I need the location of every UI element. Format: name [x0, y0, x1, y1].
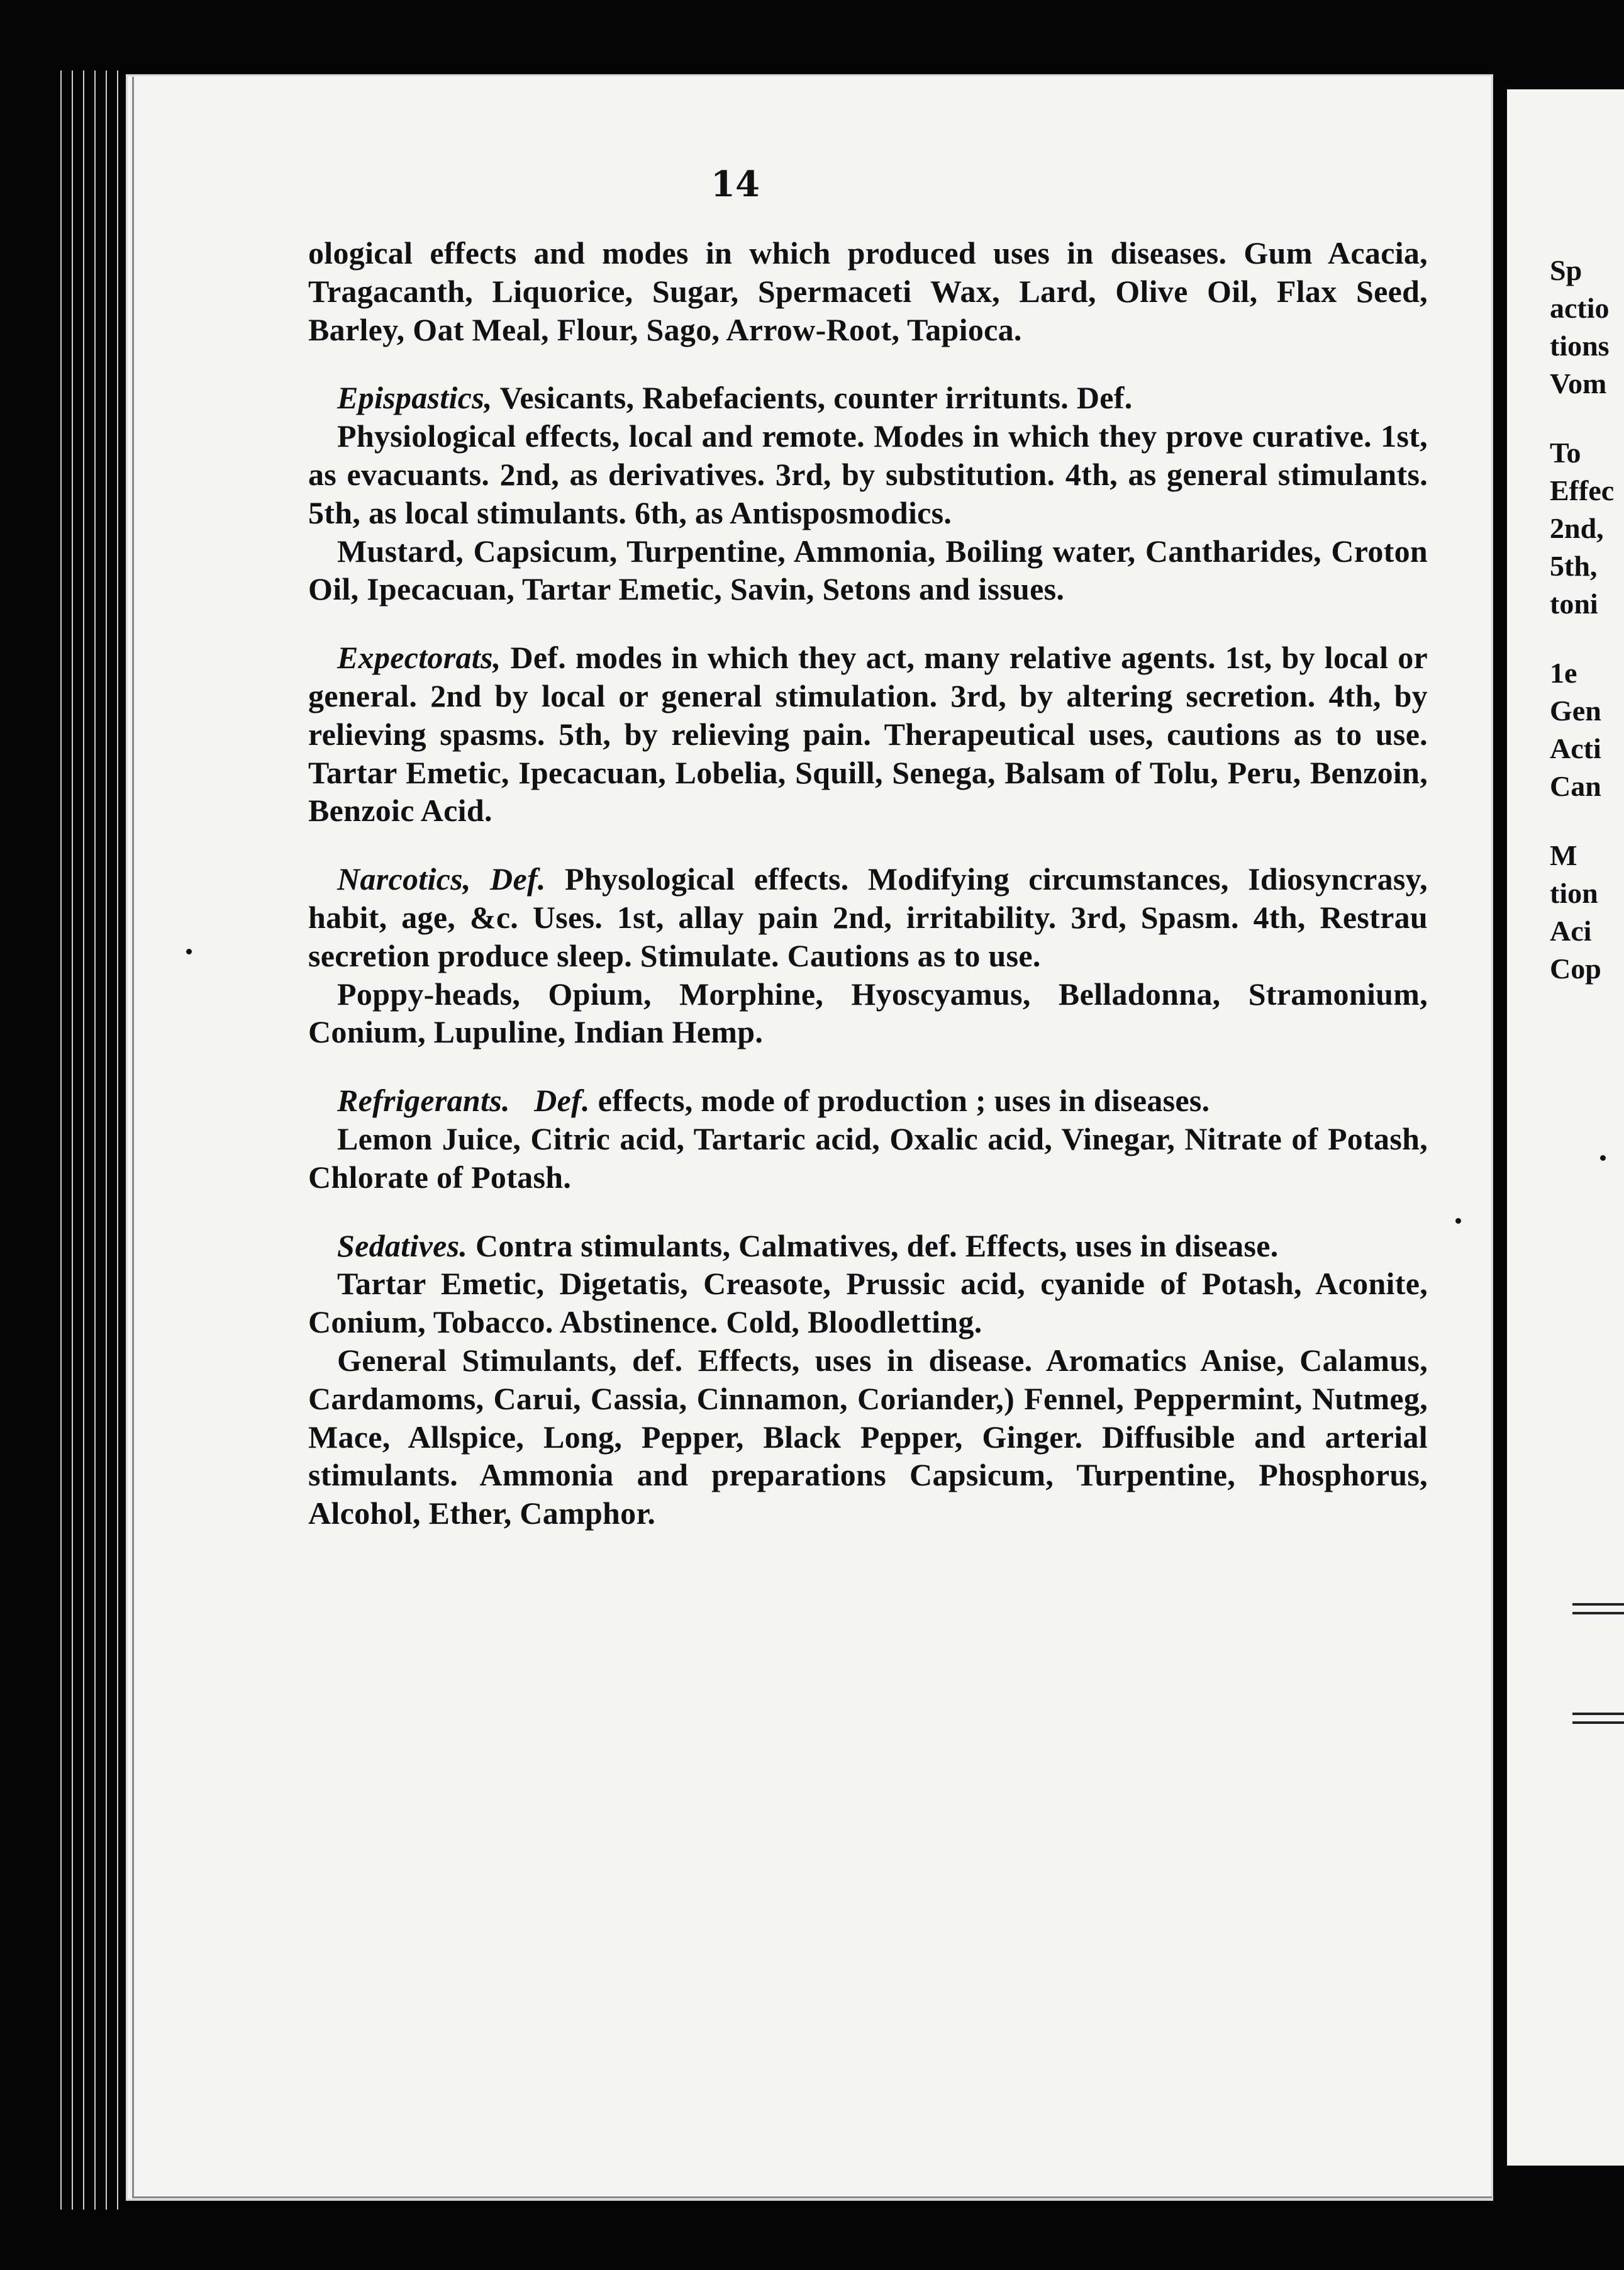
paragraph: Mustard, Capsicum, Turpentine, Ammonia, Boiling water, Cantharides, Croton Oil, Ipecacuan, Tartar Emetic, Savin, Setons and issues. [308, 533, 1428, 607]
paragraph: Expectorats, Def. modes in which they act, many relative agents. 1st, by local or general. 2nd by local or general stimulation. 3rd, by altering secretion. 4th, by relieving spasms. 5th, by relieving pain. Therapeutical uses, cautions as to use. Tartar Emetic, Ipecacuan, Lobelia, Squill, Senega, Balsam of Tolu, Peru, Benzoin, Benzoic Acid. [308, 640, 1428, 829]
page-number: 14 [711, 164, 760, 205]
ink-speck [1600, 1155, 1606, 1161]
paragraph: Lemon Juice, Citric acid, Tartaric acid, Oxalic acid, Vinegar, Nitrate of Potash, Chlorate of Potash. [308, 1121, 1428, 1195]
double-rule [1572, 1721, 1624, 1724]
right-page-text: Sp actio tions Vom To Effec 2nd, 5th, toni 1e Gen Acti Can M tion Aci Cop [1550, 254, 1615, 985]
paragraph: Poppy-heads, Opium, Morphine, Hyoscyamus, Belladonna, Stramonium, Conium, Lupuline, Indian Hemp. [308, 976, 1428, 1050]
double-rule [1572, 1603, 1624, 1606]
paragraph: ological effects and modes in which produced uses in diseases. Gum Acacia, Tragacanth, Liquorice, Sugar, Spermaceti Wax, Lard, Olive Oil, Flax Seed, Barley, Oat Meal, Flour, Sago, Arrow-Root, Tapioca. [308, 235, 1428, 347]
page-body [308, 234, 1428, 1533]
paragraph: General Stimulants, def. Effects, uses in disease. Aromatics Anise, Calamus, Cardamoms, Carui, Cassia, Cinnamon, Coriander,) Fennel, Peppermint, Nutmeg, Mace, Allspice, Long, Pepper, Black Pepper, Ginger. Diffusible and arterial stimulants. Ammonia and preparations Capsicum, Turpentine, Phosphorus, Alcohol, Ether, Camphor. [308, 1342, 1428, 1531]
double-rule [1572, 1612, 1624, 1614]
double-rule [1572, 1713, 1624, 1715]
paragraph: Narcotics, Def. Physological effects. Modifying circumstances, Idiosyncrasy, habit, age, &c. Uses. 1st, allay pain 2nd, irritability. 3rd, Spasm. 4th, Restrau secretion produce sleep. Stimulate. Cautions as to use. [308, 861, 1428, 973]
paragraph: Tartar Emetic, Digetatis, Creasote, Prussic acid, cyanide of Potash, Aconite, Conium, Tobacco. Abstinence. Cold, Bloodletting. [308, 1266, 1428, 1340]
paragraph: Epispastics, Vesicants, Rabefacients, counter irritunts. Def. [337, 380, 1133, 416]
paragraph: Sedatives. Contra stimulants, Calmatives, def. Effects, uses in disease. [337, 1227, 1279, 1263]
ink-speck [186, 949, 192, 954]
paragraph: Refrigerants. Def. effects, mode of production ; uses in diseases. [337, 1083, 1210, 1119]
ink-speck [1455, 1218, 1461, 1224]
paragraph: Physiological effects, local and remote. Modes in which they prove curative. 1st, as evacuants. 2nd, as derivatives. 3rd, by substitution. 4th, as general stimulants. 5th, as local stimulants. 6th, as Antisposmodics. [308, 418, 1428, 530]
